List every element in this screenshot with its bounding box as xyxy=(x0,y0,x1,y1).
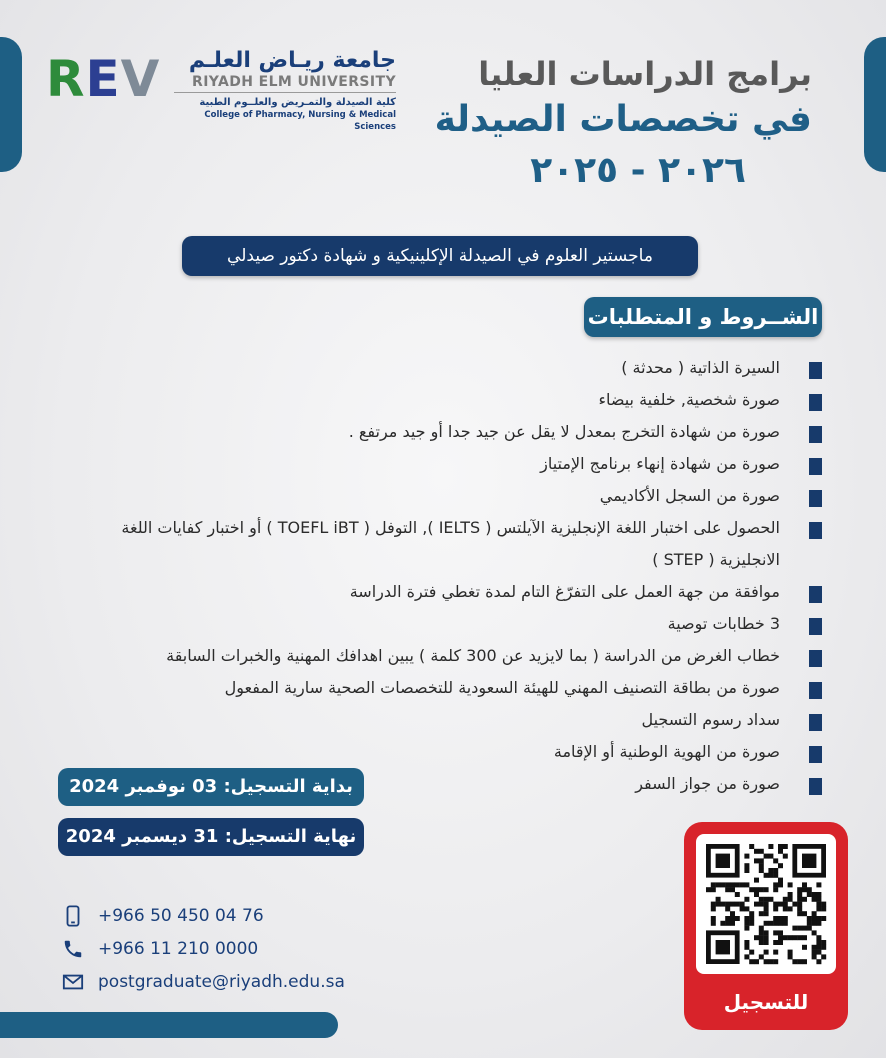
contact-mobile-number: +966 50 450 04 76 xyxy=(98,906,264,926)
program-banner: ماجستير العلوم في الصيدلة الإكلينيكية و شهادة دكتور صيدلي xyxy=(182,236,698,276)
requirement-item xyxy=(82,480,822,512)
qr-registration-card[interactable] xyxy=(684,822,848,1030)
bullet-square-icon xyxy=(809,426,822,443)
qr-code-image xyxy=(696,834,836,974)
requirement-text: صورة من شهادة التخرج بمعدل لا يقل عن جيد جدا أو جيد مرتفع . xyxy=(348,422,780,441)
logo-name-en: RIYADH ELM UNIVERSITY xyxy=(192,74,396,90)
bullet-square-icon xyxy=(809,586,822,603)
title-line-1: برامج الدراسات العليا xyxy=(478,55,812,93)
email-icon xyxy=(62,971,84,993)
requirement-text: السيرة الذاتية ( محدثة ) xyxy=(621,358,780,377)
requirement-text: صورة من بطاقة التصنيف المهني للهيئة السعودية للتخصصات الصحية سارية المفعول xyxy=(224,678,780,697)
bullet-square-icon xyxy=(809,714,822,731)
logo-mark: REV xyxy=(46,50,161,108)
right-side-tab xyxy=(864,37,886,172)
contact-mobile[interactable] xyxy=(62,903,382,936)
contact-info xyxy=(62,903,382,1002)
logo-college-ar: كلية الصيدلة والتمـريض والعلــوم الطبية xyxy=(199,97,396,108)
mobile-phone-icon xyxy=(62,905,84,927)
requirement-item xyxy=(82,608,822,640)
contact-phone-number: +966 11 210 0000 xyxy=(98,939,259,959)
bullet-square-icon xyxy=(809,746,822,763)
requirement-text: سداد رسوم التسجيل xyxy=(641,710,780,729)
phone-icon xyxy=(62,938,84,960)
requirement-text: صورة شخصية, خلفية بيضاء xyxy=(598,390,780,409)
requirement-item xyxy=(82,384,822,416)
requirement-item xyxy=(82,512,822,576)
logo-college-en: College of Pharmacy, Nursing & Medical Sciences xyxy=(204,110,396,132)
bottom-accent-bar xyxy=(0,1012,338,1038)
requirement-item xyxy=(82,640,822,672)
requirement-item xyxy=(82,704,822,736)
bullet-square-icon xyxy=(809,778,822,795)
requirement-text: خطاب الغرض من الدراسة ( بما لايزيد عن 300 كلمة ) يبين اهدافك المهنية والخبرات السابقة xyxy=(166,646,780,665)
registration-end-badge: نهاية التسجيل: 31 ديسمبر 2024 xyxy=(58,818,364,856)
bullet-square-icon xyxy=(809,618,822,635)
requirements-list xyxy=(82,352,822,800)
bullet-square-icon xyxy=(809,458,822,475)
requirement-item xyxy=(82,736,822,768)
page-title xyxy=(432,52,812,144)
requirements-heading: الشــروط و المتطلبات xyxy=(584,297,822,337)
university-logo xyxy=(46,48,396,143)
contact-email[interactable] xyxy=(62,969,382,1002)
requirement-item xyxy=(82,672,822,704)
logo-divider xyxy=(174,92,396,93)
requirement-text: صورة من الهوية الوطنية أو الإقامة xyxy=(553,742,780,761)
title-line-2: في تخصصات الصيدلة xyxy=(434,99,812,140)
requirement-text: موافقة من جهة العمل على التفرّغ التام لمدة تغطي فترة الدراسة xyxy=(349,582,780,601)
registration-start-badge: بداية التسجيل: 03 نوفمبر 2024 xyxy=(58,768,364,806)
contact-email-address: postgraduate@riyadh.edu.sa xyxy=(98,972,345,992)
bullet-square-icon xyxy=(809,650,822,667)
requirement-text: 3 خطابات توصية xyxy=(667,614,780,633)
contact-phone[interactable] xyxy=(62,936,382,969)
bullet-square-icon xyxy=(809,362,822,379)
bullet-square-icon xyxy=(809,682,822,699)
bullet-square-icon xyxy=(809,522,822,539)
academic-year: ٢٠٢٦ - ٢٠٢٥ xyxy=(530,150,746,191)
logo-name-ar: جامعة ريـاض العلـم xyxy=(188,48,396,73)
requirement-text: صورة من شهادة إنهاء برنامج الإمتياز xyxy=(540,454,780,473)
bullet-square-icon xyxy=(809,490,822,507)
requirement-item xyxy=(82,416,822,448)
logo-text xyxy=(174,48,396,133)
qr-code[interactable] xyxy=(696,834,836,974)
requirement-item xyxy=(82,352,822,384)
requirement-text: صورة من جواز السفر xyxy=(635,774,780,793)
requirement-item xyxy=(82,576,822,608)
qr-label: للتسجيل xyxy=(723,990,809,1014)
requirement-text: صورة من السجل الأكاديمي xyxy=(599,486,780,505)
requirement-item xyxy=(82,448,822,480)
requirement-text: الحصول على اختبار اللغة الإنجليزية الآيلتس ( IELTS ), التوفل ( TOEFL iBT ) أو اختبار كفايات اللغة الانجليزية ( STEP ) xyxy=(121,518,780,569)
left-side-tab xyxy=(0,37,22,172)
bullet-square-icon xyxy=(809,394,822,411)
